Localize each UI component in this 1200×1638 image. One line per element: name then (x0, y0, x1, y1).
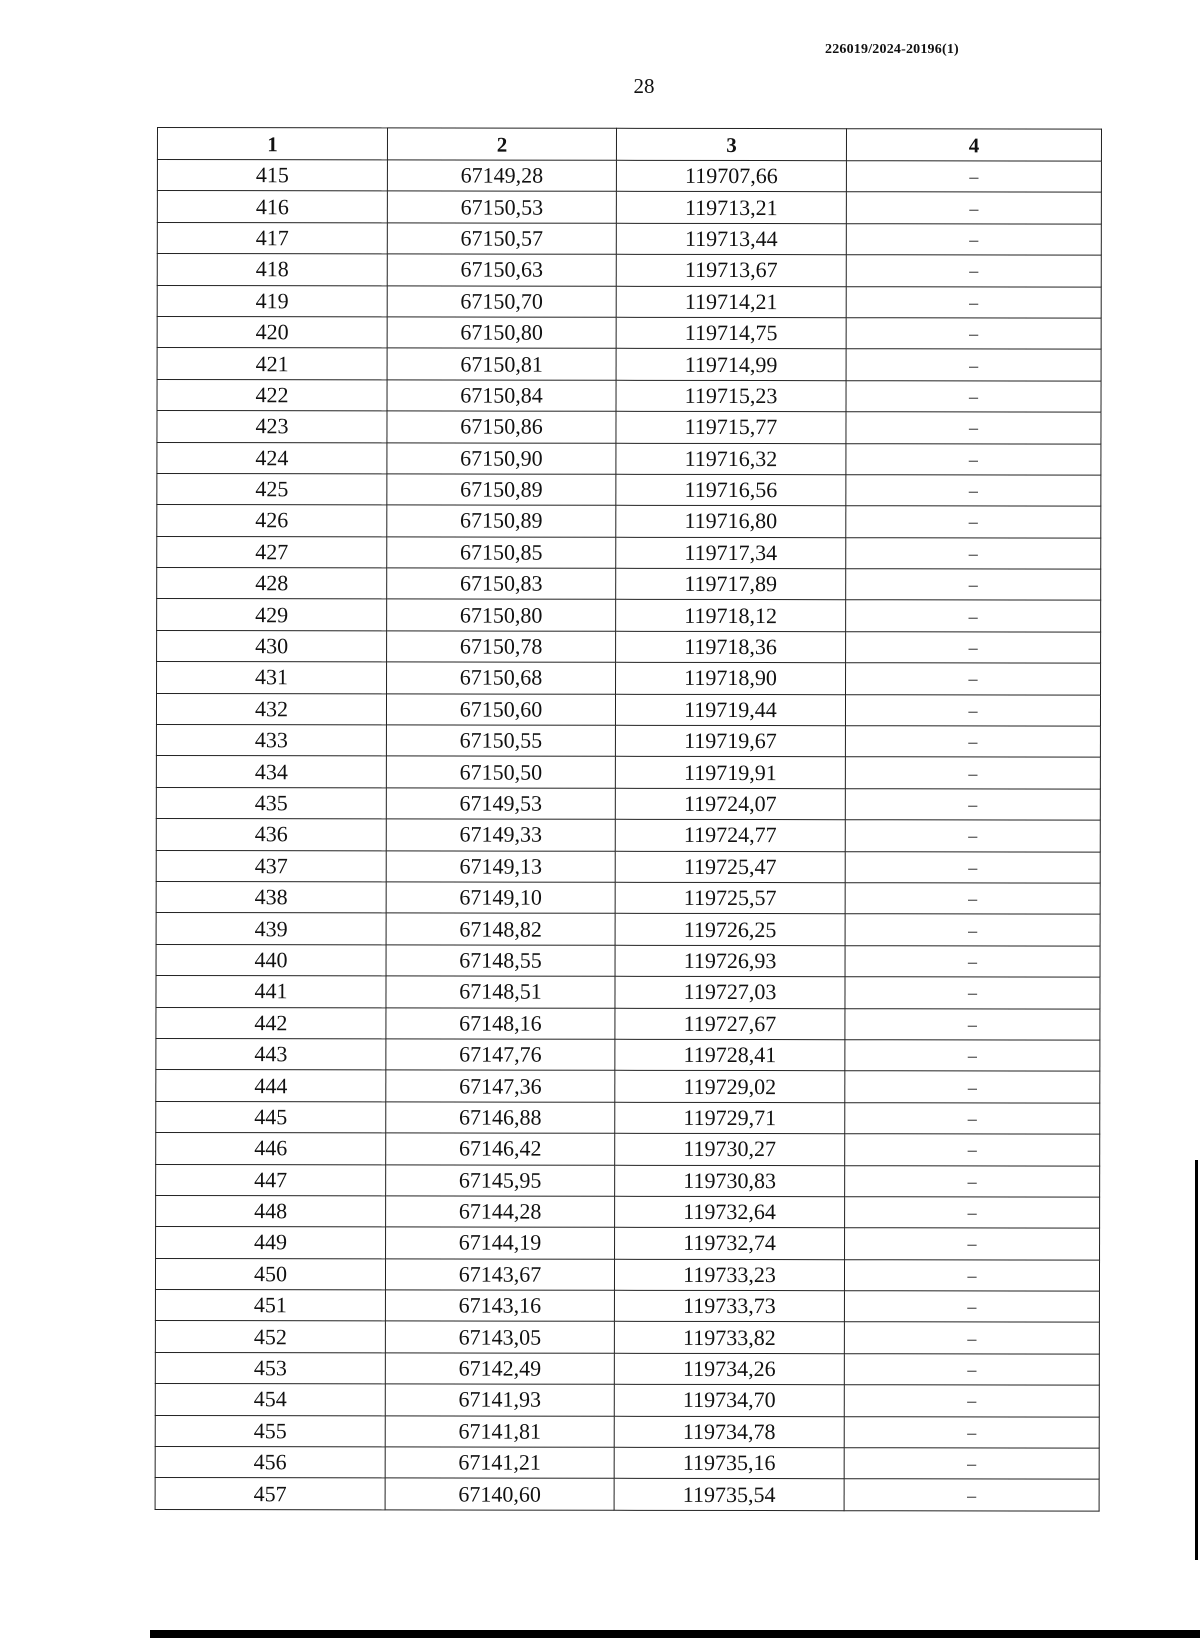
table-body (155, 160, 1101, 1511)
table-row (157, 254, 1101, 287)
x-coordinate-cell: 67150,55 (386, 725, 615, 757)
note-cell: – (845, 883, 1100, 915)
note-cell: – (846, 537, 1101, 569)
x-coordinate-cell: 67150,90 (387, 442, 616, 474)
point-number-cell: 455 (155, 1415, 385, 1447)
point-number-cell: 427 (157, 536, 387, 568)
x-coordinate-cell: 67150,50 (386, 756, 615, 788)
y-coordinate-cell: 119718,36 (616, 631, 846, 663)
note-cell: – (845, 1165, 1100, 1197)
point-number-cell: 425 (157, 473, 387, 505)
table-row (157, 473, 1101, 506)
x-coordinate-cell: 67150,63 (387, 254, 616, 286)
x-coordinate-cell: 67143,16 (385, 1290, 614, 1322)
point-number-cell: 438 (156, 881, 386, 913)
point-number-cell: 436 (156, 819, 386, 851)
x-coordinate-cell: 67142,49 (385, 1353, 614, 1385)
note-cell: – (844, 1322, 1099, 1354)
y-coordinate-cell: 119716,56 (616, 474, 846, 506)
x-coordinate-cell: 67150,78 (387, 631, 616, 663)
point-number-cell: 415 (157, 160, 387, 192)
note-cell: – (845, 1102, 1100, 1134)
point-number-cell: 447 (156, 1164, 386, 1196)
x-coordinate-cell: 67147,76 (386, 1039, 615, 1071)
y-coordinate-cell: 119730,27 (615, 1133, 845, 1165)
y-coordinate-cell: 119729,02 (615, 1071, 845, 1103)
table-row (155, 1478, 1099, 1511)
point-number-cell: 441 (156, 976, 386, 1008)
table-row (157, 285, 1101, 318)
point-number-cell: 452 (155, 1321, 385, 1353)
point-number-cell: 442 (156, 1007, 386, 1039)
point-number-cell: 423 (157, 411, 387, 443)
table-row (157, 662, 1101, 695)
point-number-cell: 445 (156, 1101, 386, 1133)
y-coordinate-cell: 119732,74 (615, 1228, 845, 1260)
x-coordinate-cell: 67150,85 (387, 537, 616, 569)
table-row (156, 913, 1100, 946)
note-cell: – (846, 412, 1101, 444)
table-row (155, 1415, 1099, 1448)
x-coordinate-cell: 67150,89 (387, 474, 616, 506)
note-cell: – (845, 789, 1100, 821)
note-cell: – (845, 851, 1100, 883)
point-number-cell: 450 (155, 1258, 385, 1290)
table-row (155, 1447, 1099, 1480)
point-number-cell: 451 (155, 1290, 385, 1322)
note-cell: – (845, 1008, 1100, 1040)
x-coordinate-cell: 67149,13 (386, 850, 615, 882)
x-coordinate-cell: 67143,67 (385, 1259, 614, 1291)
x-coordinate-cell: 67144,28 (386, 1196, 615, 1228)
y-coordinate-cell: 119714,99 (616, 349, 846, 381)
note-cell: – (845, 820, 1100, 852)
point-number-cell: 449 (156, 1227, 386, 1259)
table-row (156, 1164, 1100, 1197)
y-coordinate-cell: 119730,83 (615, 1165, 845, 1197)
table-row (156, 976, 1100, 1009)
scan-edge-mark (1195, 1160, 1198, 1560)
point-number-cell: 440 (156, 944, 386, 976)
x-coordinate-cell: 67150,68 (387, 662, 616, 694)
table-row (155, 1352, 1099, 1385)
table-row (156, 693, 1100, 726)
table-row (156, 819, 1100, 852)
note-cell: – (846, 569, 1101, 601)
note-cell: – (845, 1071, 1100, 1103)
table-row (156, 725, 1100, 758)
y-coordinate-cell: 119713,67 (616, 254, 846, 286)
x-coordinate-cell: 67141,21 (385, 1447, 614, 1479)
table-row (157, 379, 1101, 412)
table-row (156, 756, 1100, 789)
table-row (156, 1101, 1100, 1134)
point-number-cell: 448 (156, 1195, 386, 1227)
note-cell: – (846, 506, 1101, 538)
table-row (156, 1007, 1100, 1040)
note-cell: – (844, 1479, 1099, 1511)
note-cell: – (846, 380, 1101, 412)
y-coordinate-cell: 119715,77 (616, 411, 846, 443)
x-coordinate-cell: 67148,51 (386, 976, 615, 1008)
table-row (155, 1321, 1099, 1354)
point-number-cell: 418 (157, 254, 387, 286)
table-row (157, 316, 1101, 349)
point-number-cell: 424 (157, 442, 387, 474)
y-coordinate-cell: 119717,34 (616, 537, 846, 569)
x-coordinate-cell: 67148,82 (386, 913, 615, 945)
x-coordinate-cell: 67150,80 (387, 599, 616, 631)
document-number: 226019/2024-20196(1) (825, 42, 959, 57)
x-coordinate-cell: 67145,95 (386, 1164, 615, 1196)
x-coordinate-cell: 67149,28 (387, 160, 616, 192)
y-coordinate-cell: 119719,91 (615, 757, 845, 789)
x-coordinate-cell: 67146,88 (386, 1102, 615, 1134)
x-coordinate-cell: 67148,16 (386, 1007, 615, 1039)
x-coordinate-cell: 67150,89 (387, 505, 616, 537)
point-number-cell: 422 (157, 379, 387, 411)
x-coordinate-cell: 67150,81 (387, 348, 616, 380)
note-cell: – (845, 757, 1100, 789)
table-row (155, 1290, 1099, 1323)
point-number-cell: 420 (157, 316, 387, 348)
note-cell: – (846, 632, 1101, 664)
x-coordinate-cell: 67141,81 (385, 1416, 614, 1448)
point-number-cell: 421 (157, 348, 387, 380)
note-cell: – (845, 1134, 1100, 1166)
table-row (157, 411, 1101, 444)
x-coordinate-cell: 67148,55 (386, 945, 615, 977)
point-number-cell: 432 (156, 693, 386, 725)
table-row (157, 222, 1101, 255)
y-coordinate-cell: 119734,78 (614, 1416, 844, 1448)
point-number-cell: 429 (157, 599, 387, 631)
note-cell: – (845, 977, 1100, 1009)
table-row (156, 1227, 1100, 1260)
y-coordinate-cell: 119718,90 (616, 663, 846, 695)
note-cell: – (844, 1354, 1099, 1386)
note-cell: – (846, 223, 1101, 255)
y-coordinate-cell: 119734,70 (614, 1385, 844, 1417)
y-coordinate-cell: 119729,71 (615, 1102, 845, 1134)
y-coordinate-cell: 119713,44 (616, 223, 846, 255)
point-number-cell: 435 (156, 787, 386, 819)
y-coordinate-cell: 119733,23 (614, 1259, 844, 1291)
y-coordinate-cell: 119733,82 (614, 1322, 844, 1354)
table-header-row (157, 128, 1101, 162)
point-number-cell: 434 (156, 756, 386, 788)
point-number-cell: 457 (155, 1478, 385, 1510)
point-number-cell: 439 (156, 913, 386, 945)
point-number-cell: 431 (157, 662, 387, 694)
y-coordinate-cell: 119717,89 (616, 568, 846, 600)
y-coordinate-cell: 119726,25 (615, 914, 845, 946)
table-row (157, 630, 1101, 663)
table-row (156, 881, 1100, 914)
x-coordinate-cell: 67150,53 (387, 191, 616, 223)
note-cell: – (846, 663, 1101, 695)
point-number-cell: 416 (157, 191, 387, 223)
y-coordinate-cell: 119728,41 (615, 1039, 845, 1071)
table-row (157, 348, 1101, 381)
y-coordinate-cell: 119735,54 (614, 1479, 844, 1511)
x-coordinate-cell: 67150,60 (386, 694, 615, 726)
table-row (157, 191, 1101, 224)
coordinates-table (155, 127, 1102, 1511)
x-coordinate-cell: 67149,33 (386, 819, 615, 851)
y-coordinate-cell: 119724,77 (615, 820, 845, 852)
y-coordinate-cell: 119735,16 (614, 1447, 844, 1479)
x-coordinate-cell: 67140,60 (385, 1478, 614, 1510)
y-coordinate-cell: 119726,93 (615, 945, 845, 977)
scan-bottom-edge (150, 1630, 1200, 1638)
note-cell: – (846, 161, 1101, 193)
y-coordinate-cell: 119713,21 (616, 192, 846, 224)
y-coordinate-cell: 119727,67 (615, 1008, 845, 1040)
note-cell: – (846, 475, 1101, 507)
table-row (156, 1133, 1100, 1166)
note-cell: – (845, 726, 1100, 758)
x-coordinate-cell: 67150,86 (387, 411, 616, 443)
table-row (155, 1258, 1099, 1291)
note-cell: – (844, 1385, 1099, 1417)
table-row (156, 944, 1100, 977)
point-number-cell: 446 (156, 1133, 386, 1165)
point-number-cell: 417 (157, 222, 387, 254)
x-coordinate-cell: 67147,36 (386, 1070, 615, 1102)
table-row (155, 1384, 1099, 1417)
column-header-4: 4 (846, 129, 1101, 161)
table-row (157, 536, 1101, 569)
note-cell: – (846, 318, 1101, 350)
column-header-3: 3 (616, 128, 846, 160)
table-row (156, 1195, 1100, 1228)
note-cell: – (845, 694, 1100, 726)
note-cell: – (846, 192, 1101, 224)
note-cell: – (846, 255, 1101, 287)
column-header-1: 1 (157, 128, 387, 160)
y-coordinate-cell: 119716,32 (616, 443, 846, 475)
point-number-cell: 444 (156, 1070, 386, 1102)
y-coordinate-cell: 119715,23 (616, 380, 846, 412)
point-number-cell: 453 (155, 1352, 385, 1384)
table-row (157, 505, 1101, 538)
y-coordinate-cell: 119732,64 (615, 1196, 845, 1228)
x-coordinate-cell: 67144,19 (386, 1227, 615, 1259)
note-cell: – (844, 1291, 1099, 1323)
x-coordinate-cell: 67146,42 (386, 1133, 615, 1165)
table-row (157, 442, 1101, 475)
y-coordinate-cell: 119716,80 (616, 506, 846, 538)
note-cell: – (845, 1040, 1100, 1072)
x-coordinate-cell: 67150,70 (387, 285, 616, 317)
table-row (156, 1038, 1100, 1071)
table-row (157, 160, 1101, 193)
y-coordinate-cell: 119727,03 (615, 976, 845, 1008)
note-cell: – (845, 1228, 1100, 1260)
x-coordinate-cell: 67149,10 (386, 882, 615, 914)
note-cell: – (844, 1448, 1099, 1480)
y-coordinate-cell: 119725,47 (615, 851, 845, 883)
point-number-cell: 433 (156, 725, 386, 757)
note-cell: – (845, 914, 1100, 946)
x-coordinate-cell: 67143,05 (385, 1321, 614, 1353)
x-coordinate-cell: 67150,80 (387, 317, 616, 349)
y-coordinate-cell: 119707,66 (616, 160, 846, 192)
note-cell: – (846, 286, 1101, 318)
note-cell: – (845, 1197, 1100, 1229)
note-cell: – (846, 349, 1101, 381)
point-number-cell: 437 (156, 850, 386, 882)
x-coordinate-cell: 67150,83 (387, 568, 616, 600)
point-number-cell: 454 (155, 1384, 385, 1416)
note-cell: – (846, 600, 1101, 632)
x-coordinate-cell: 67141,93 (385, 1384, 614, 1416)
note-cell: – (846, 443, 1101, 475)
page-number: 28 (633, 74, 655, 98)
y-coordinate-cell: 119733,73 (614, 1290, 844, 1322)
y-coordinate-cell: 119719,67 (615, 725, 845, 757)
y-coordinate-cell: 119718,12 (616, 600, 846, 632)
table-row (156, 850, 1100, 883)
y-coordinate-cell: 119714,75 (616, 317, 846, 349)
table-row (156, 787, 1100, 820)
column-header-2: 2 (387, 128, 616, 160)
note-cell: – (845, 945, 1100, 977)
y-coordinate-cell: 119724,07 (615, 788, 845, 820)
y-coordinate-cell: 119734,26 (614, 1353, 844, 1385)
point-number-cell: 428 (157, 568, 387, 600)
y-coordinate-cell: 119725,57 (615, 882, 845, 914)
y-coordinate-cell: 119719,44 (615, 694, 845, 726)
table-row (157, 599, 1101, 632)
point-number-cell: 419 (157, 285, 387, 317)
note-cell: – (844, 1259, 1099, 1291)
point-number-cell: 456 (155, 1447, 385, 1479)
note-cell: – (844, 1416, 1099, 1448)
x-coordinate-cell: 67150,57 (387, 223, 616, 255)
table-row (156, 1070, 1100, 1103)
y-coordinate-cell: 119714,21 (616, 286, 846, 318)
table-row (157, 568, 1101, 601)
x-coordinate-cell: 67150,84 (387, 380, 616, 412)
x-coordinate-cell: 67149,53 (386, 788, 615, 820)
point-number-cell: 426 (157, 505, 387, 537)
point-number-cell: 443 (156, 1038, 386, 1070)
point-number-cell: 430 (157, 630, 387, 662)
